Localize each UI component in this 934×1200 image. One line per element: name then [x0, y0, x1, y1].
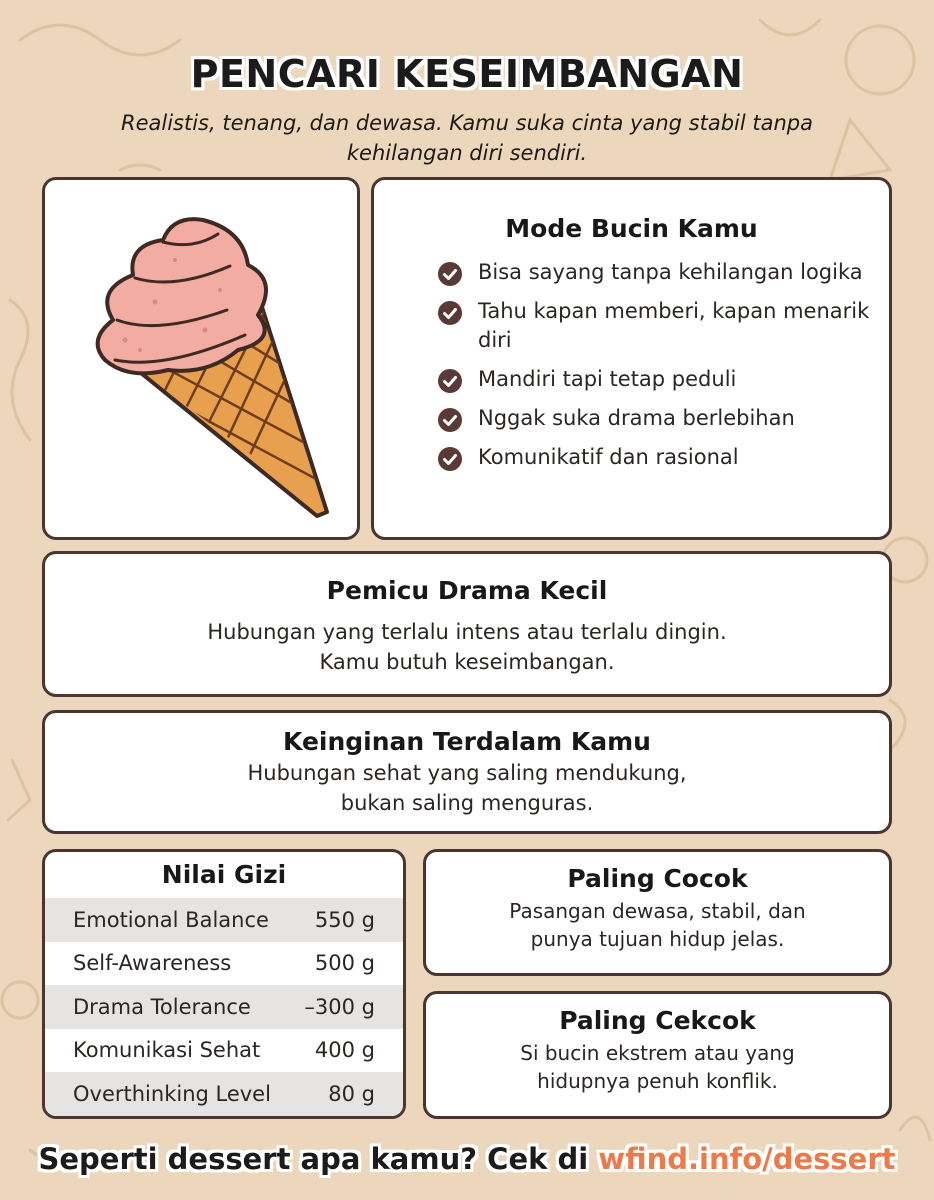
deepest-desire-text	[45, 758, 889, 818]
nutrition-card	[42, 849, 406, 1119]
deepest-desire-line: bukan saling menguras.	[340, 791, 594, 815]
trait-text: Mandiri tapi tetap peduli	[478, 367, 737, 391]
check-badge-icon	[436, 261, 464, 287]
worst-match-heading: Paling Cekcok	[559, 1006, 756, 1035]
check-badge-icon	[436, 446, 464, 472]
page-title: PENCARI KESEIMBANGAN	[190, 52, 744, 96]
worst-match-line: hidupnya penuh konflik.	[537, 1069, 778, 1093]
drama-trigger-line: Hubungan yang terlalu intens atau terlalu dingin.	[207, 620, 727, 644]
nutrition-row	[45, 1029, 403, 1073]
footer-cta	[0, 1142, 934, 1176]
best-match-text	[426, 897, 889, 953]
dessert-image-card	[42, 177, 360, 540]
trait-item	[436, 297, 876, 355]
ice-cream-cone-illustration	[55, 190, 353, 533]
nutrition-row	[45, 1072, 403, 1116]
trait-item	[436, 365, 876, 394]
nutrition-value: 400 g	[314, 1038, 375, 1063]
nutrition-row	[45, 898, 403, 942]
check-badge-icon	[436, 407, 464, 433]
worst-match-card	[423, 991, 892, 1119]
trait-item	[436, 258, 876, 287]
bucin-mode-heading: Mode Bucin Kamu	[505, 214, 758, 243]
nutrition-value: 550 g	[314, 907, 375, 932]
nutrition-heading: Nilai Gizi	[161, 860, 287, 889]
trait-text: Bisa sayang tanpa kehilangan logika	[478, 260, 863, 284]
best-match-card	[423, 849, 892, 976]
trait-item	[436, 404, 876, 433]
trait-text: Nggak suka drama berlebihan	[478, 406, 795, 430]
nutrition-label: Drama Tolerance	[73, 994, 251, 1019]
deepest-desire-card	[42, 710, 892, 834]
deepest-desire-heading: Keinginan Terdalam Kamu	[283, 727, 651, 756]
check-badge-icon	[436, 300, 464, 326]
trait-list	[436, 258, 876, 482]
nutrition-row	[45, 985, 403, 1029]
worst-match-text	[426, 1039, 889, 1095]
drama-trigger-text	[45, 617, 889, 677]
nutrition-value: 500 g	[314, 951, 375, 976]
nutrition-label: Overthinking Level	[73, 1081, 271, 1106]
best-match-heading: Paling Cocok	[567, 864, 748, 893]
footer-link[interactable]: wfind.info/dessert	[598, 1142, 896, 1176]
footer-text: Seperti dessert apa kamu? Cek di	[38, 1142, 599, 1176]
bucin-mode-card	[371, 177, 892, 540]
nutrition-label: Emotional Balance	[73, 907, 269, 932]
trait-text: Tahu kapan memberi, kapan menarik diri	[478, 299, 870, 352]
page-subtitle: Realistis, tenang, dan dewasa. Kamu suka cinta yang stabil tanpa kehilangan diri sendiri.	[120, 111, 813, 165]
best-match-line: punya tujuan hidup jelas.	[530, 927, 785, 951]
nutrition-label: Komunikasi Sehat	[73, 1038, 261, 1063]
deepest-desire-line: Hubungan sehat yang saling mendukung,	[247, 761, 687, 785]
nutrition-value: 80 g	[328, 1081, 375, 1106]
trait-text: Komunikatif dan rasional	[478, 445, 739, 469]
trait-item	[436, 443, 876, 472]
nutrition-label: Self-Awareness	[73, 951, 232, 976]
drama-trigger-line: Kamu butuh keseimbangan.	[319, 650, 615, 674]
worst-match-line: Si bucin ekstrem atau yang	[520, 1041, 795, 1065]
drama-trigger-heading: Pemicu Drama Kecil	[326, 576, 608, 605]
nutrition-value: –300 g	[304, 994, 375, 1019]
best-match-line: Pasangan dewasa, stabil, dan	[509, 899, 806, 923]
nutrition-row	[45, 942, 403, 986]
check-badge-icon	[436, 368, 464, 394]
drama-trigger-card	[42, 551, 892, 697]
